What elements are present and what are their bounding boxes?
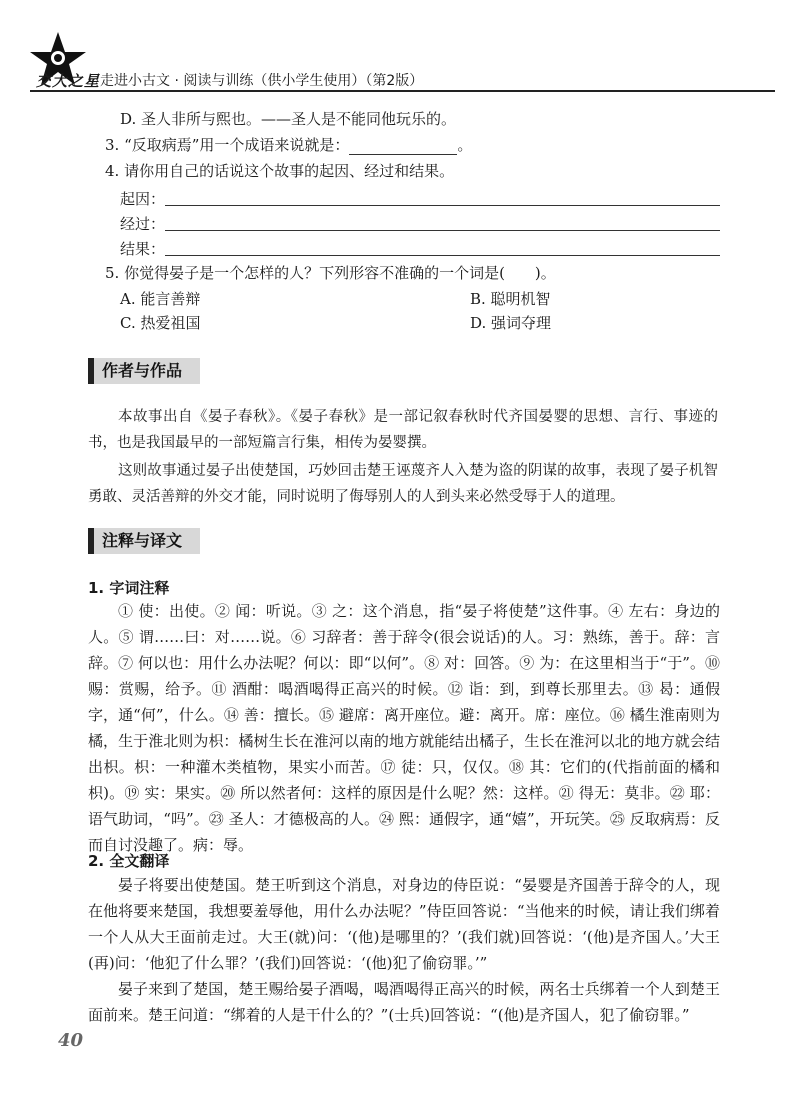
question-3 <box>105 134 472 155</box>
brand-name: 交大之星 <box>36 72 101 90</box>
subheading-word-notes: 1. 字词注释 <box>88 579 170 597</box>
question-2-option-d: D. 圣人非所与熙也。——圣人是不能同他玩乐的。 <box>120 110 457 128</box>
translation-paragraph-1: 晏子将要出使楚国。楚王听到这个消息，对身边的侍臣说：“晏婴是齐国善于辞令的人，现在他将要来楚国，我想要羞辱他，用什么办法呢？”侍臣回答说：“当他来的时候，请让我们绑着一个人从大王面前走过。大王(就)问：‘(他)是哪里的？’(我们就)回答说：‘(他)是齐国人。’大王(再)问：‘他犯了什么罪？’(我们)回答说：‘(他)犯了偷窃罪。’” <box>88 876 720 972</box>
translation-paragraph-2: 晏子来到了楚国，楚王赐给晏子酒喝，喝酒喝得正高兴的时候，两名士兵绑着一个人到楚王面前来。楚王问道：“绑着的人是干什么的？”(士兵)回答说：“(他)是齐国人，犯了偷窃罪。” <box>88 980 720 1024</box>
subheading-full-translation: 2. 全文翻译 <box>88 852 170 870</box>
q5-option-d: D. 强词夺理 <box>470 314 552 332</box>
q5-option-b: B. 聪明机智 <box>470 290 551 308</box>
question-3-text: 3. “反取病焉”用一个成语来说就是： <box>105 136 350 154</box>
author-works-paragraph-1: 本故事出自《晏子春秋》。《晏子春秋》是一部记叙春秋时代齐国晏婴的思想、言行、事迹的书，也是我国最早的一部短篇言行集，相传为晏婴撰。 <box>88 409 718 451</box>
answer-blank-process[interactable] <box>165 230 720 231</box>
question-5: 5. 你觉得晏子是一个怎样的人？下列形容不准确的一个词是( )。 <box>105 264 556 282</box>
answer-blank-result[interactable] <box>165 255 720 256</box>
section-heading-author-works: 作者与作品 <box>88 358 200 384</box>
section-heading-notes-translation: 注释与译文 <box>88 528 200 554</box>
q4-label-cause: 起因： <box>120 190 166 208</box>
answer-blank-cause[interactable] <box>165 205 720 206</box>
answer-blank-q3[interactable] <box>349 136 457 155</box>
question-3-end: 。 <box>457 136 473 154</box>
q5-option-c: C. 热爱祖国 <box>120 314 201 332</box>
q4-label-process: 经过： <box>120 215 166 233</box>
book-title: 走进小古文 · 阅读与训练（供小学生使用）（第2版） <box>100 73 424 89</box>
author-works-paragraph-2: 这则故事通过晏子出使楚国，巧妙回击楚王诬蔑齐人入楚为盗的阴谋的故事，表现了晏子机智勇敢、灵活善辩的外交才能，同时说明了侮辱别人的人到头来必然受辱于人的道理。 <box>88 463 718 505</box>
word-notes-paragraph: ① 使：出使。② 闻：听说。③ 之：这个消息，指“晏子将使楚”这件事。④ 左右：身边的人。⑤ 谓……曰：对……说。⑥ 习辞者：善于辞令(很会说话)的人。习：熟练，善于。辞：言辞。⑦ 何以也：用什么办法呢？何以：即“以何”。⑧ 对：回答。⑨ 为：在这里相当于“于”。⑩ 赐：赏赐，给予。⑪ 酒酣：喝酒喝得正高兴的时候。⑫ 诣：到，到尊长那里去。⑬ 曷：通假字，通“何”，什么。⑭ 善：擅长。⑮ 避席：离开座位。避：离开。席：座位。⑯ 橘生淮南则为橘，生于淮北则为枳：橘树生长在淮河以南的地方就能结出橘子，生长在淮河以北的地方就会结出枳。枳：一种灌木类植物，果实小而苦。⑰ 徒：只，仅仅。⑱ 其：它们的(代指前面的橘和枳)。⑲ 实：果实。⑳ 所以然者何：这样的原因是什么呢？然：这样。㉑ 得无：莫非。㉒ 耶：语气助词，“吗”。㉓ 圣人：才德极高的人。㉔ 熙：通假字，通“嬉”，开玩笑。㉕ 反取病焉：反而自讨没趣了。病：辱。 <box>88 602 720 854</box>
q5-option-a: A. 能言善辩 <box>120 290 201 308</box>
question-4: 4. 请你用自己的话说这个故事的起因、经过和结果。 <box>105 162 455 180</box>
q4-label-result: 结果： <box>120 240 166 258</box>
header-divider <box>30 90 775 92</box>
page-number: 40 <box>58 1030 84 1051</box>
